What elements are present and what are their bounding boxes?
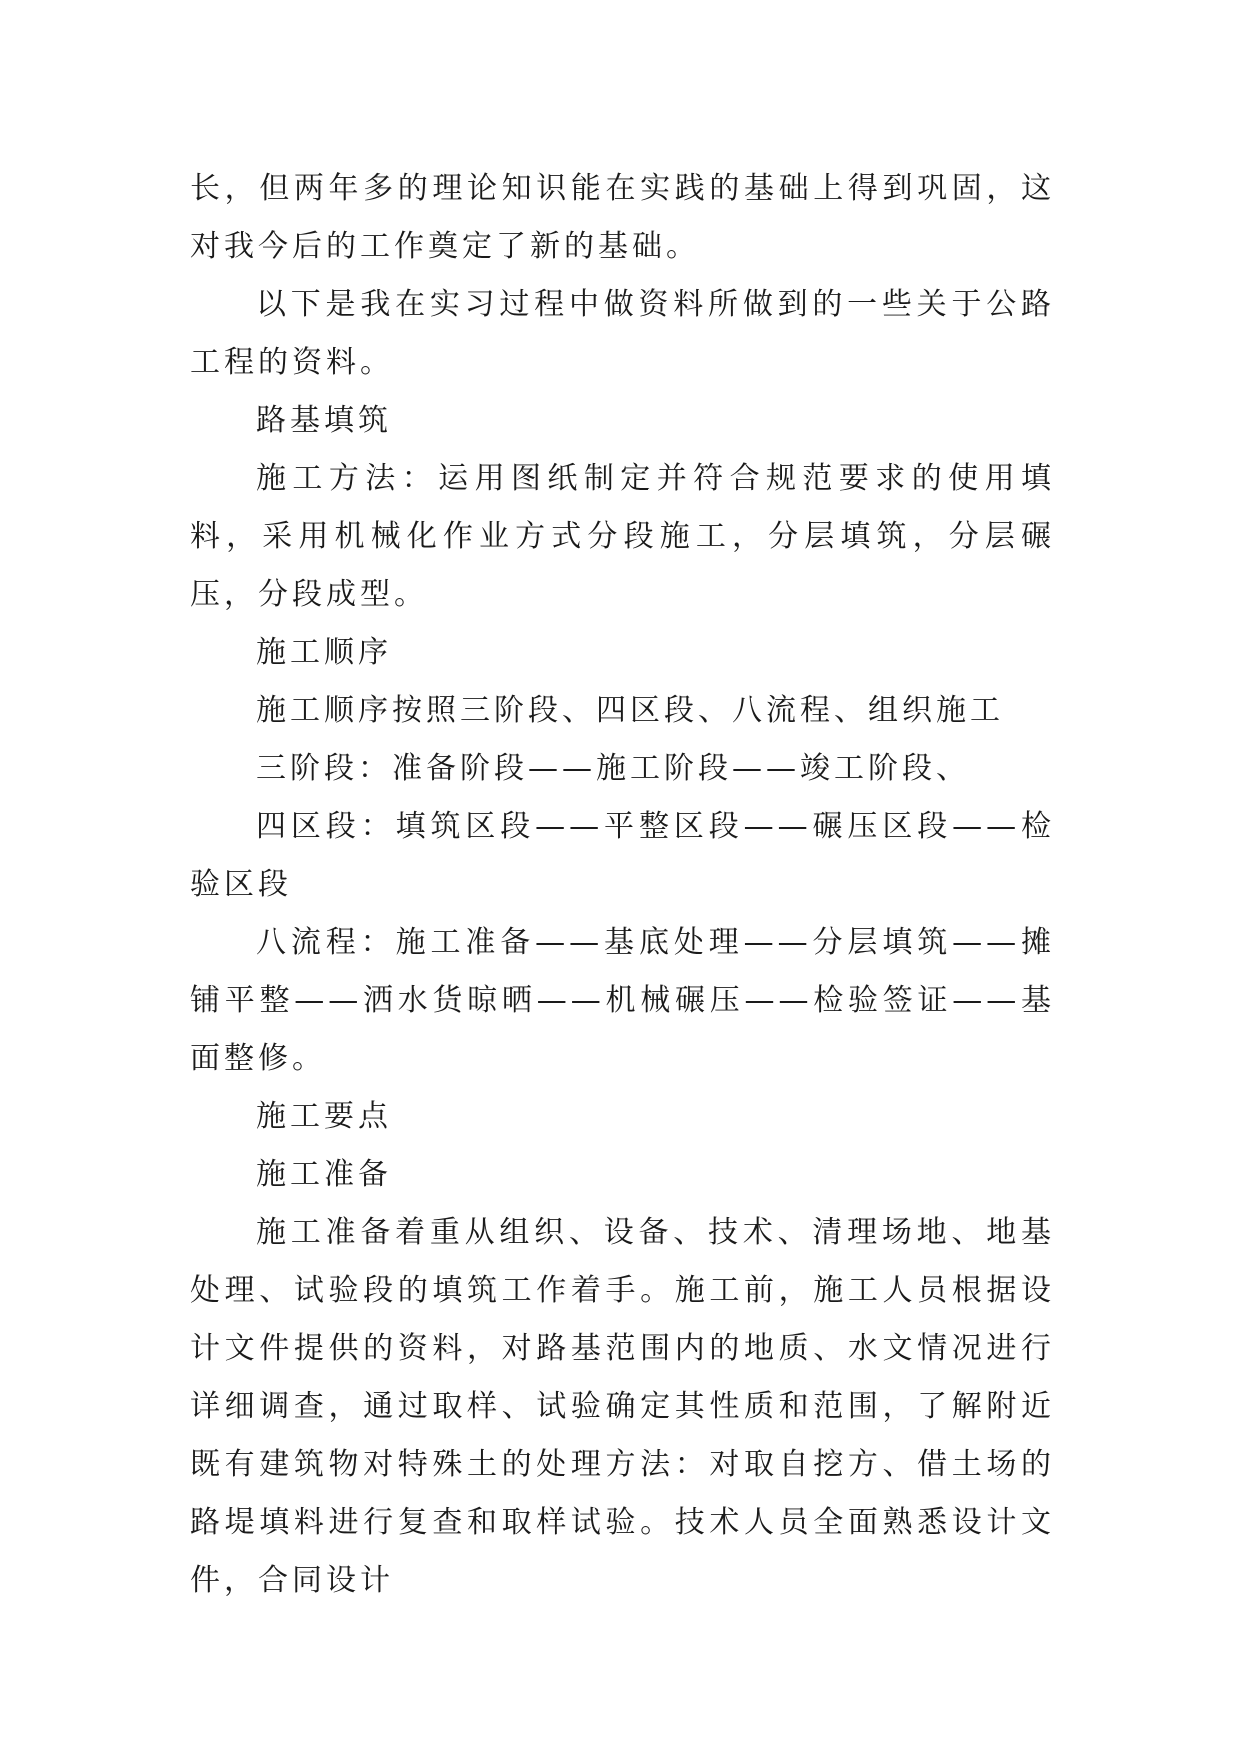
heading-construction-key-points: 施工要点 (256, 1099, 392, 1134)
heading-construction-preparation: 施工准备 (256, 1157, 392, 1192)
paragraph-sequence-overview: 施工顺序按照三阶段、四区段、八流程、组织施工 (256, 693, 1004, 728)
paragraph-eight-processes: 八流程：施工准备——基底处理——分层填筑——摊铺平整——洒水货晾晒——机械碾压——检验签证——基面整修。 (190, 925, 1055, 1076)
document-page (190, 160, 1055, 1610)
paragraph-intro: 以下是我在实习过程中做资料所做到的一些关于公路工程的资料。 (190, 287, 1055, 380)
paragraph-three-stages: 三阶段：准备阶段——施工阶段——竣工阶段、 (256, 751, 970, 786)
heading-construction-sequence: 施工顺序 (256, 635, 392, 670)
paragraph-continuation: 长，但两年多的理论知识能在实践的基础上得到巩固，这对我今后的工作奠定了新的基础。 (190, 171, 1055, 264)
paragraph-preparation-details: 施工准备着重从组织、设备、技术、清理场地、地基处理、试验段的填筑工作着手。施工前，施工人员根据设计文件提供的资料，对路基范围内的地质、水文情况进行详细调查，通过取样、试验确定其性质和范围，了解附近既有建筑物对特殊土的处理方法：对取自挖方、借土场的路堤填料进行复查和取样试验。技术人员全面熟悉设计文件，合同设计 (190, 1215, 1055, 1598)
paragraph-construction-method: 施工方法：运用图纸制定并符合规范要求的使用填料，采用机械化作业方式分段施工，分层填筑，分层碾压，分段成型。 (190, 461, 1055, 612)
heading-roadbed-filling: 路基填筑 (256, 403, 392, 438)
paragraph-four-sections: 四区段：填筑区段——平整区段——碾压区段——检验区段 (190, 809, 1055, 902)
